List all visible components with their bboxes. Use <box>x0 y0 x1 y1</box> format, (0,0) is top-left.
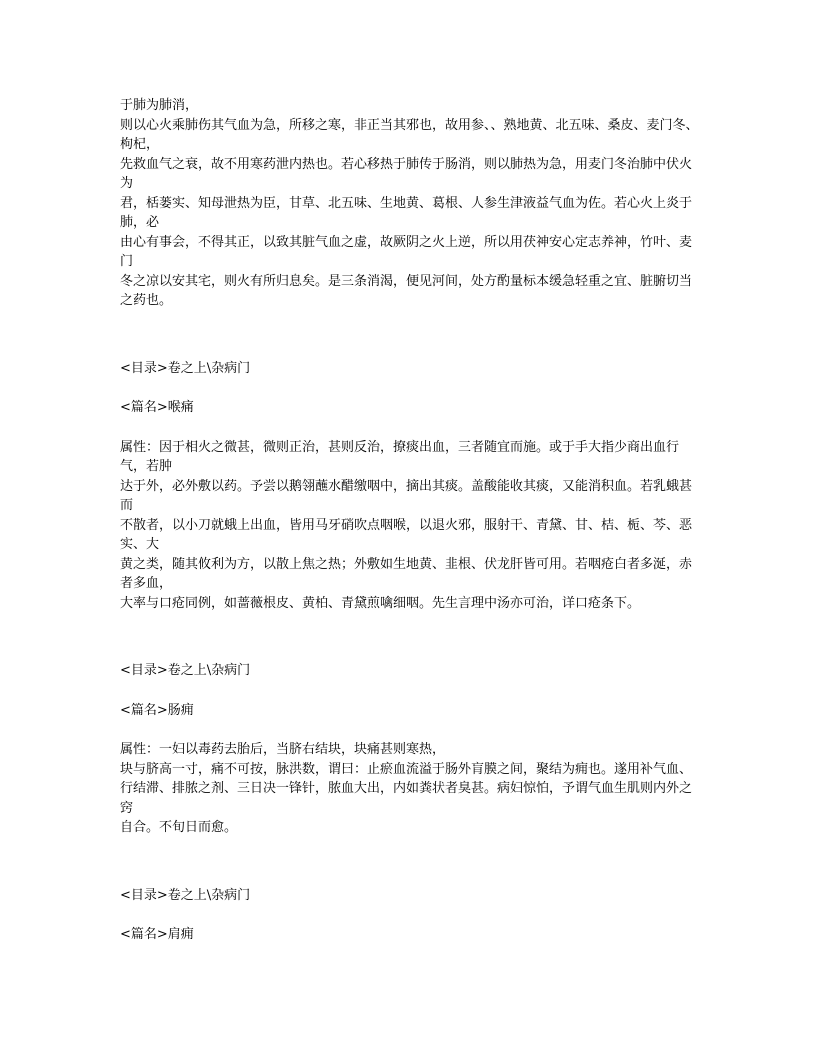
section-intestinal-abscess <box>120 661 700 838</box>
text-line: 先救血气之衰，故不用寒药泄内热也。若心移热于肺传于肠消，则以肺热为急，用麦门冬治肺中伏火为 <box>120 156 693 191</box>
spacer <box>120 681 700 701</box>
chapter-title: <篇名>肩痈 <box>120 927 194 942</box>
chapter-title: <篇名>肠痈 <box>120 702 194 718</box>
text-line: 自合。不旬日而愈。 <box>120 820 238 835</box>
text-line: 块与脐高一寸，痛不可按，脉洪数，谓曰：止瘀血流溢于肠外肓膜之间，聚结为痈也。遂用补气血、 <box>120 761 693 777</box>
text-line: 于肺为肺消， <box>120 98 199 113</box>
text-line: 不散者，以小刀就蛾上出血，皆用马牙硝吹点咽喉，以退火邪，服射干、青黛、甘、桔、栀、芩、恶实、大 <box>120 517 693 552</box>
document-page <box>120 96 700 945</box>
spacer <box>120 418 700 438</box>
section-spacer <box>120 838 700 886</box>
spacer <box>120 378 700 398</box>
section-spacer <box>120 311 700 359</box>
chapter-title: <篇名>喉痛 <box>120 400 194 415</box>
text-line: 冬之凉以安其宅，则火有所归息矣。是三条消渴，便见河间，处方酌量标本缓急轻重之宜、脏腑切当之药也。 <box>120 273 693 308</box>
text-line: 属性：一妇以毒药去胎后，当脐右结块，块痛甚则寒热， <box>120 742 446 757</box>
text-line: 属性：因于相火之微甚，微则正治，甚则反治，撩痰出血，三者随宜而施。或于手大指少商出血行气，若肿 <box>120 439 680 474</box>
text-line: 君，栝蒌实、知母泄热为臣，甘草、北五味、生地黄、葛根、人参生津液益气血为佐。若心火上炎于肺，必 <box>120 195 693 230</box>
text-line: 则以心火乘肺伤其气血为急，所移之寒，非正当其邪也，故用参、、熟地黄、北五味、桑皮、麦门冬、枸杞， <box>120 117 699 152</box>
section-body <box>120 438 700 614</box>
intro-paragraph <box>120 96 700 311</box>
catalog-heading: <目录>卷之上\杂病门 <box>120 887 251 903</box>
catalog-heading: <目录>卷之上\杂病门 <box>120 663 251 678</box>
section-throat-pain <box>120 359 700 614</box>
text-line: 达于外，必外敷以药。予尝以鹅翎蘸水醋缴咽中，摘出其痰。盖酸能收其痰，又能消积血。若乳蛾甚而 <box>120 478 693 513</box>
section-body <box>120 740 700 838</box>
spacer <box>120 905 700 925</box>
text-line: 由心有事会，不得其正，以致其脏气血之虚，故厥阴之火上逆，所以用茯神安心定志养神，竹叶、麦门 <box>120 234 693 269</box>
section-shoulder-abscess <box>120 886 700 945</box>
text-line: 行结滞、排脓之剂、三日决一锋针，脓血大出，内如粪状者臭甚。病妇惊怕，予谓气血生肌则内外之窍 <box>120 781 693 816</box>
spacer <box>120 720 700 740</box>
text-line: 黄之类，随其攸利为方，以散上焦之热；外敷如生地黄、韭根、伏龙肝皆可用。若咽疮白者多涎，赤者多血， <box>120 556 693 591</box>
section-spacer <box>120 613 700 661</box>
text-line: 大率与口疮同例，如蔷薇根皮、黄柏、青黛煎噙细咽。先生言理中汤亦可治，详口疮条下。 <box>120 595 641 611</box>
catalog-heading: <目录>卷之上\杂病门 <box>120 360 251 376</box>
